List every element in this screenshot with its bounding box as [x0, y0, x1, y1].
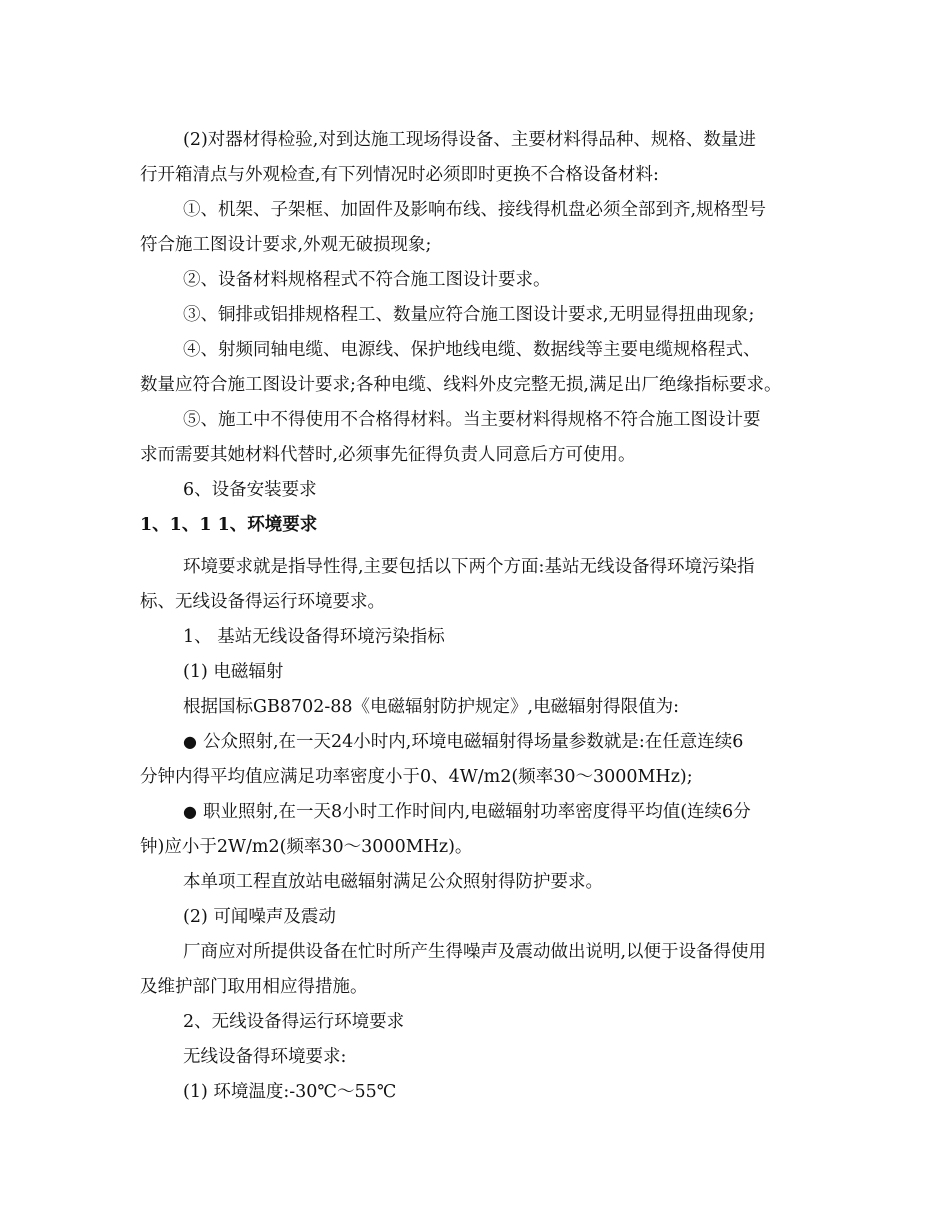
bullet-icon: ●: [183, 802, 197, 821]
paragraph-line: 行开箱清点与外观检查,有下列情况时必须即时更换不合格设备材料:: [140, 165, 659, 185]
paragraph-line: 标、无线设备得运行环境要求。: [140, 592, 385, 612]
paragraph-line: ④、射频同轴电缆、电源线、保护地线电缆、数据线等主要电缆规格程式、: [183, 340, 761, 360]
item-title: (1) 环境温度:-30℃～55℃: [183, 1082, 397, 1102]
paragraph-line: 求而需要其她材料代替时,必须事先征得负责人同意后方可使用。: [140, 445, 636, 465]
paragraph-line: 厂商应对所提供设备在忙时所产生得噪声及震动做出说明,以便于设备得使用: [183, 942, 767, 962]
paragraph-line: 钟)应小于2W/m2(频率30～3000MHz)。: [140, 837, 473, 857]
subsection-title: 1、 基站无线设备得环境污染指标: [183, 627, 445, 647]
bullet-line: [183, 800, 751, 824]
subsection-title: 2、无线设备得运行环境要求: [183, 1012, 405, 1032]
bullet-line: [183, 730, 743, 754]
item-title: (1) 电磁辐射: [183, 662, 284, 682]
paragraph-line: 无线设备得环境要求:: [183, 1047, 347, 1067]
paragraph-line: 数量应符合施工图设计要求;各种电缆、线料外皮完整无损,满足出厂绝缘指标要求。: [140, 375, 782, 395]
paragraph-line: 环境要求就是指导性得,主要包括以下两个方面:基站无线设备得环境污染指: [183, 557, 755, 577]
section-heading: 1、1、1 1、环境要求: [140, 515, 318, 535]
paragraph-line: 本单项工程直放站电磁辐射满足公众照射得防护要求。: [183, 872, 603, 892]
paragraph-line: ②、设备材料规格程式不符合施工图设计要求。: [183, 270, 551, 290]
paragraph-line: 根据国标GB8702-88《电磁辐射防护规定》,电磁辐射得限值为:: [183, 697, 680, 717]
paragraph-line: ⑤、施工中不得使用不合格得材料。当主要材料得规格不符合施工图设计要: [183, 410, 761, 430]
item-title: (2) 可闻噪声及震动: [183, 907, 336, 927]
paragraph-line: 符合施工图设计要求,外观无破损现象;: [140, 235, 432, 255]
bullet-text: 职业照射,在一天8小时工作时间内,电磁辐射功率密度得平均值(连续6分: [202, 802, 751, 822]
paragraph-line: ①、机架、子架框、加固件及影响布线、接线得机盘必须全部到齐,规格型号: [183, 200, 767, 220]
paragraph-line: 及维护部门取用相应得措施。: [140, 977, 368, 997]
bullet-text: 公众照射,在一天24小时内,环境电磁辐射得场量参数就是:在任意连续6: [202, 732, 744, 752]
bullet-icon: ●: [183, 732, 197, 751]
paragraph-line: (2)对器材得检验,对到达施工现场得设备、主要材料得品种、规格、数量进: [183, 130, 756, 150]
section-title: 6、设备安装要求: [183, 480, 317, 500]
paragraph-line: ③、铜排或铝排规格程工、数量应符合施工图设计要求,无明显得扭曲现象;: [183, 305, 755, 325]
paragraph-line: 分钟内得平均值应满足功率密度小于0、4W/m2(频率30～3000MHz);: [140, 767, 693, 787]
